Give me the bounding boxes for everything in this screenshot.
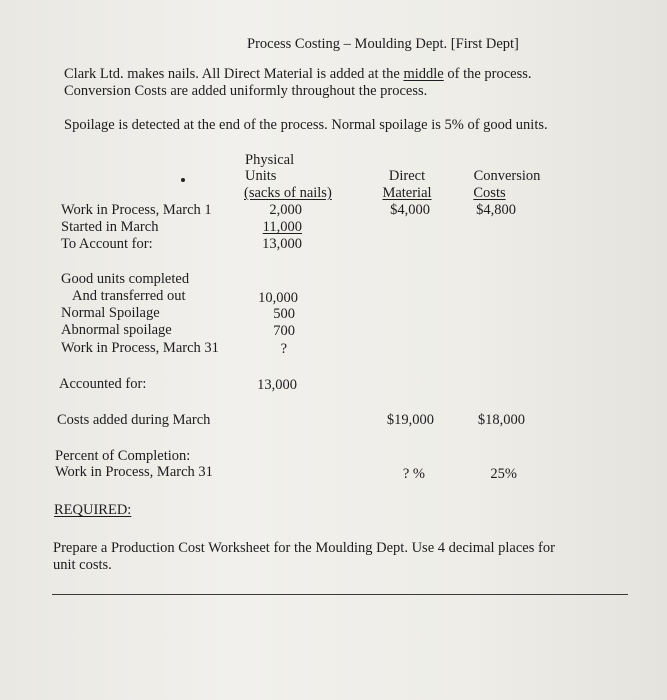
header-cc-2: Costs: [473, 185, 506, 201]
pct-wip-dm: ? %: [402, 466, 425, 482]
row-started-label: Started in March: [61, 219, 159, 235]
row-wip-march1-cc: $4,800: [476, 202, 516, 218]
pct-wip-cc: 25%: [490, 466, 517, 482]
row-normal-spoilage-units: 500: [273, 306, 295, 322]
header-cc-1: Conversion: [473, 168, 541, 184]
row-costs-added-label: Costs added during March: [57, 412, 211, 428]
row-costs-added-cc: $18,000: [477, 412, 525, 428]
header-physical-2: Units: [245, 168, 277, 184]
intro-emphasis: middle: [403, 66, 444, 82]
spoilage-note: Spoilage is detected at the end of the process. Normal spoilage is 5% of good units.: [64, 117, 548, 133]
row-wip-march1-label: Work in Process, March 1: [61, 202, 212, 218]
header-dm-2: Material: [382, 185, 432, 201]
bullet-icon: [181, 178, 185, 182]
row-normal-spoilage-label: Normal Spoilage: [61, 305, 160, 321]
row-abnormal-spoilage-units: 700: [273, 323, 295, 339]
required-line-2: unit costs.: [53, 557, 112, 573]
page-title: Process Costing – Moulding Dept. [First Dept]: [247, 36, 519, 52]
required-line-1: Prepare a Production Cost Worksheet for the Moulding Dept. Use 4 decimal places for: [53, 540, 555, 556]
row-good-units-label-2: And transferred out: [72, 288, 186, 304]
pct-wip-label: Work in Process, March 31: [55, 464, 213, 480]
row-wip-march31-label: Work in Process, March 31: [61, 340, 219, 356]
bottom-divider: [52, 594, 628, 595]
row-started-units: 11,000: [262, 219, 302, 235]
header-physical-1: Physical: [245, 152, 295, 168]
row-accounted-units: 13,000: [257, 377, 297, 393]
required-heading: REQUIRED:: [54, 502, 132, 518]
row-wip-march1-dm: $4,000: [390, 202, 430, 218]
row-wip-march1-units: 2,000: [269, 202, 302, 218]
row-abnormal-spoilage-label: Abnormal spoilage: [61, 322, 172, 338]
row-good-units-label-1: Good units completed: [61, 271, 190, 287]
intro-line-2: Conversion Costs are added uniformly throughout the process.: [64, 83, 428, 99]
row-to-account-units: 13,000: [262, 236, 302, 252]
header-physical-3: (sacks of nails): [244, 185, 332, 201]
row-to-account-label: To Account for:: [61, 236, 153, 252]
row-wip-march31-units: ?: [280, 341, 287, 357]
header-dm-1: Direct: [388, 168, 426, 184]
pct-completion-label: Percent of Completion:: [55, 448, 191, 464]
row-accounted-label: Accounted for:: [59, 376, 147, 392]
row-good-units-value: 10,000: [258, 290, 298, 306]
intro-line-1: Clark Ltd. makes nails. All Direct Material is added at the middle of the process.: [64, 66, 532, 82]
row-costs-added-dm: $19,000: [386, 412, 434, 428]
